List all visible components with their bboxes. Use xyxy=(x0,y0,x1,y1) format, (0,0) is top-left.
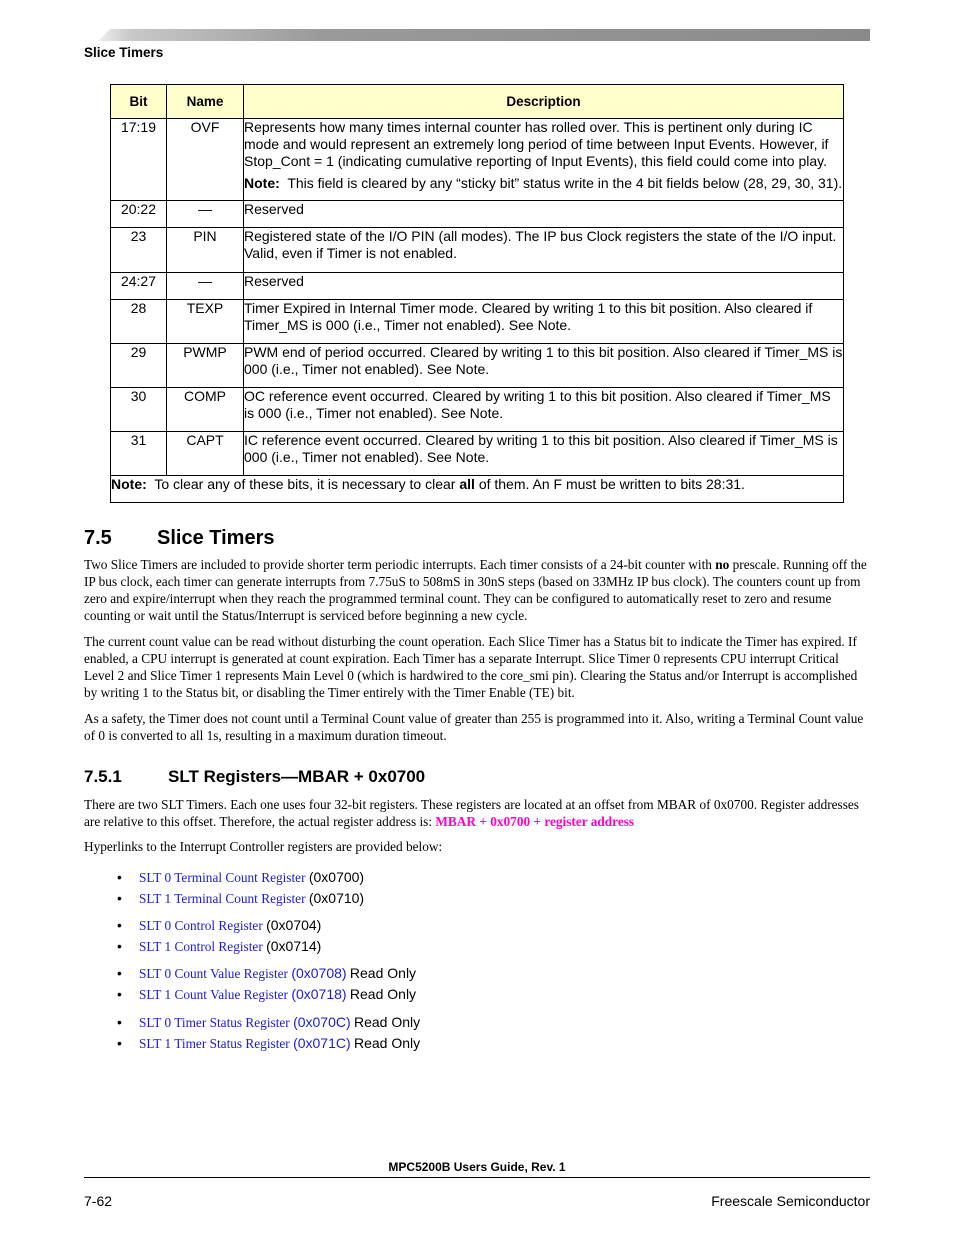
table-row xyxy=(111,344,844,388)
register-access: Read Only xyxy=(353,1014,421,1030)
table-row xyxy=(111,388,844,432)
link-slt0-control-register[interactable]: SLT 0 Control Register xyxy=(139,918,263,933)
register-link-list-count-value xyxy=(84,963,870,1005)
link-register-offset[interactable]: (0x070C) xyxy=(293,1014,351,1030)
table-row xyxy=(111,273,844,300)
register-link-list-terminal-count xyxy=(84,867,870,909)
link-slt0-timer-status-register[interactable]: SLT 0 Timer Status Register xyxy=(139,1015,290,1030)
table-footnote-row xyxy=(111,476,844,503)
paragraph-text: There are two SLT Timers. Each one uses four 32-bit registers. These registers are located at an offset from MBAR of 0x0700. Register addresses are relative to this offset. Therefore, the actual register address is: xyxy=(84,797,859,829)
subsection-paragraph-1 xyxy=(84,796,870,830)
register-offset: (0x0704) xyxy=(266,917,322,933)
paragraph-bold: no xyxy=(715,557,730,572)
subsection-title: SLT Registers—MBAR + 0x0700 xyxy=(168,767,426,786)
table-row xyxy=(111,228,844,273)
link-register-offset[interactable]: (0x0708) xyxy=(291,965,347,981)
list-item xyxy=(84,936,870,957)
table-footnote xyxy=(111,476,844,503)
link-register-offset[interactable]: (0x071C) xyxy=(293,1035,351,1051)
list-item xyxy=(84,984,870,1005)
footer-page-number: 7-62 xyxy=(84,1193,113,1209)
footer-company: Freescale Semiconductor xyxy=(711,1193,870,1209)
link-slt0-terminal-count-register[interactable]: SLT 0 Terminal Count Register xyxy=(139,870,306,885)
register-access: Read Only xyxy=(349,965,417,981)
header-bit: Bit xyxy=(111,85,167,119)
section-paragraph-1 xyxy=(84,556,870,624)
field-note xyxy=(244,175,843,192)
table-row xyxy=(111,300,844,344)
cell-name: CAPT xyxy=(167,432,244,476)
link-slt1-terminal-count-register[interactable]: SLT 1 Terminal Count Register xyxy=(139,891,306,906)
table-row xyxy=(111,432,844,476)
cell-description: IC reference event occurred. Cleared by writing 1 to this bit position. Also cleared if Timer_MS is 000 (i.e., Timer not enabled). See Note. xyxy=(244,432,844,476)
register-offset: (0x0710) xyxy=(308,890,365,906)
section-number: 7.5 xyxy=(84,527,112,549)
cell-description: Reserved xyxy=(244,273,844,300)
footnote-text-before: To clear any of these bits, it is necessary to clear xyxy=(154,476,456,492)
header-name: Name xyxy=(167,85,244,119)
section-title: Slice Timers xyxy=(157,527,275,549)
cell-name: PIN xyxy=(167,228,244,273)
subsection-number: 7.5.1 xyxy=(84,767,122,786)
cell-description: Timer Expired in Internal Timer mode. Cleared by writing 1 to this bit position. Also cleared if Timer_MS is 000 (i.e., Timer not enabled). See Note. xyxy=(244,300,844,344)
paragraph-text: Two Slice Timers are included to provide shorter term periodic interrupts. Each timer consists of a 24-bit counter with xyxy=(84,557,712,572)
running-header: Slice Timers xyxy=(84,45,164,60)
table-header-row xyxy=(111,85,844,119)
section-paragraph-2: The current count value can be read without disturbing the count operation. Each Slice Timer has a Status bit to indicate the Timer has expired. If enabled, a CPU interrupt is generated at count expiration. Each Timer has a separate Interrupt. Slice Timer 0 represents CPU interrupt Critical Level 2 and Slice Timer 1 represents Main Level 0 (which is hardwired to the core_smi pin). Clearing the Status and/or Interrupt is accomplished by writing 1 to the Status bit, or disabling the Timer entirely with the Timer Enable (TE) bit. xyxy=(84,634,858,700)
description-text: Represents how many times internal counter has rolled over. This is pertinent only during IC mode and would represent an extremely long period of time between Input Events. However, if Stop_Cont = 1 (indicating cumulative reporting of Input Events), this field could come into play. xyxy=(244,119,829,169)
list-item xyxy=(84,1033,870,1054)
cell-bit: 30 xyxy=(111,388,167,432)
register-link-list-control xyxy=(84,915,870,957)
cell-description: PWM end of period occurred. Cleared by writing 1 to this bit position. Also cleared if Timer_MS is 000 (i.e., Timer not enabled). See Note. xyxy=(244,344,844,388)
list-item xyxy=(84,1012,870,1033)
list-item xyxy=(84,888,870,909)
subsection-paragraph-2: Hyperlinks to the Interrupt Controller registers are provided below: xyxy=(84,839,443,854)
register-field-table xyxy=(110,84,844,503)
cell-description: OC reference event occurred. Cleared by writing 1 to this bit position. Also cleared if Timer_MS is 000 (i.e., Timer not enabled). See Note. xyxy=(244,388,844,432)
cell-bit: 29 xyxy=(111,344,167,388)
section-heading xyxy=(84,527,274,550)
header-bar xyxy=(84,29,870,41)
paragraph-text: prescale. Running off the IP bus clock, each timer can generate interrupts from 7.75uS to 508mS in 30nS steps (based on 33MHz IP bus clock). The counters count up from zero and expire/interrupt when they reach the programmed terminal count. They can be configured to automatically reset to zero and resume counting or wait until the Status/Interrupt is serviced before beginning a new cycle. xyxy=(84,557,867,623)
list-item xyxy=(84,867,870,888)
cell-name: TEXP xyxy=(167,300,244,344)
list-item xyxy=(84,963,870,984)
link-slt1-timer-status-register[interactable]: SLT 1 Timer Status Register xyxy=(139,1036,290,1051)
note-text: This field is cleared by any “sticky bit” status write in the 4 bit fields below (28, 29, 30, 31). xyxy=(287,175,843,191)
footnote-text-after: of them. An F must be written to bits 28:31. xyxy=(478,476,745,492)
cell-bit: 20:22 xyxy=(111,201,167,228)
footer-divider xyxy=(84,1177,870,1178)
table-row xyxy=(111,119,844,201)
cell-name: — xyxy=(167,273,244,300)
footnote-label: Note: xyxy=(111,476,147,492)
link-register-offset[interactable]: (0x0718) xyxy=(291,986,347,1002)
register-offset: (0x0700) xyxy=(308,869,365,885)
list-item xyxy=(84,915,870,936)
cell-bit: 24:27 xyxy=(111,273,167,300)
link-slt1-control-register[interactable]: SLT 1 Control Register xyxy=(139,939,263,954)
register-link-list-timer-status xyxy=(84,1012,870,1054)
note-label: Note: xyxy=(244,175,280,191)
cell-name: OVF xyxy=(167,119,244,201)
cell-description: Registered state of the I/O PIN (all modes). The IP bus Clock registers the state of the I/O input. Valid, even if Timer is not enabled. xyxy=(244,228,844,273)
cell-bit: 23 xyxy=(111,228,167,273)
footer-document-title: MPC5200B Users Guide, Rev. 1 xyxy=(388,1160,566,1174)
section-paragraph-3: As a safety, the Timer does not count until a Terminal Count value of greater than 255 is programmed into it. Also, writing a Terminal Count value of 0 is converted to all 1s, resulting in a maximum duration timeout. xyxy=(84,711,864,743)
cell-name: — xyxy=(167,201,244,228)
cell-description: Reserved xyxy=(244,201,844,228)
link-slt0-count-value-register[interactable]: SLT 0 Count Value Register xyxy=(139,966,288,981)
cell-bit: 31 xyxy=(111,432,167,476)
cell-name: COMP xyxy=(167,388,244,432)
table-row xyxy=(111,201,844,228)
link-slt1-count-value-register[interactable]: SLT 1 Count Value Register xyxy=(139,987,288,1002)
cell-description xyxy=(244,119,844,201)
register-access: Read Only xyxy=(353,1035,421,1051)
cell-bit: 28 xyxy=(111,300,167,344)
register-address-formula: MBAR + 0x0700 + register address xyxy=(435,814,635,829)
cell-bit: 17:19 xyxy=(111,119,167,201)
header-description: Description xyxy=(244,85,844,119)
subsection-heading xyxy=(84,767,425,787)
footnote-bold: all xyxy=(459,476,475,492)
register-access: Read Only xyxy=(349,986,417,1002)
register-offset: (0x0714) xyxy=(266,938,322,954)
cell-name: PWMP xyxy=(167,344,244,388)
